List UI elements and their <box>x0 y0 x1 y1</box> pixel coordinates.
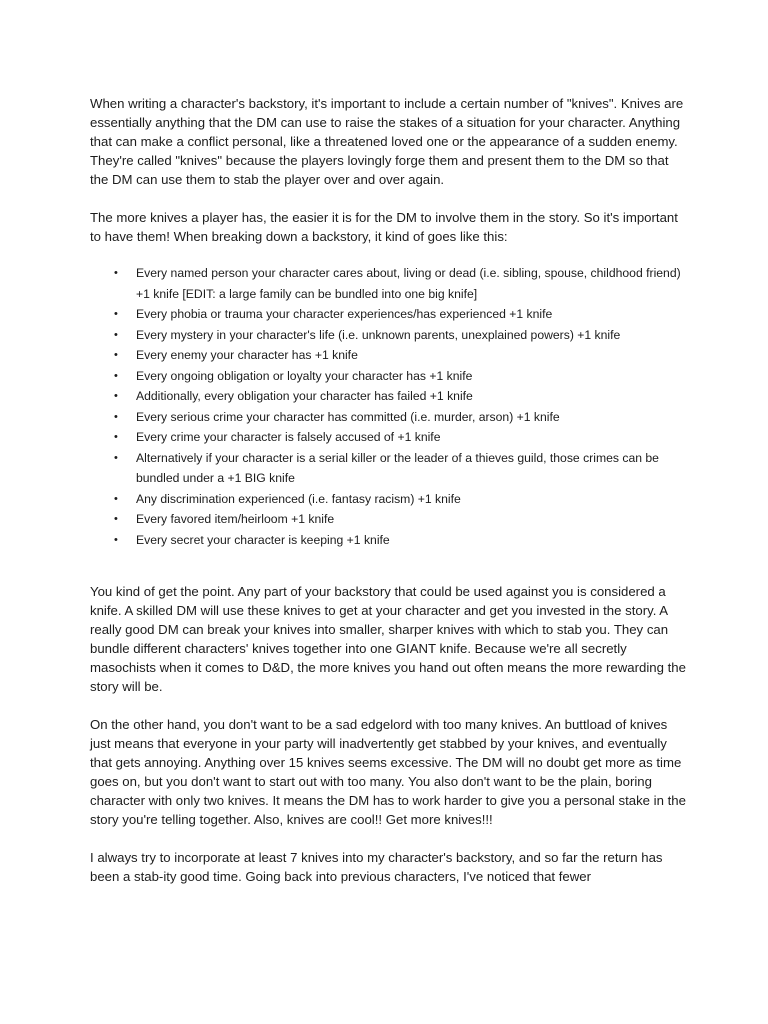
document-body <box>90 94 690 905</box>
bullet-icon: • <box>114 451 118 464</box>
knife-list-block <box>90 263 690 550</box>
bullet-icon: • <box>114 328 118 341</box>
list-item <box>90 407 690 428</box>
bullet-icon: • <box>114 308 118 320</box>
bullet-icon: • <box>114 390 118 402</box>
list-item <box>90 325 690 346</box>
list-item-text: Every serious crime your character has committed (i.e. murder, arson) +1 knife <box>136 409 560 424</box>
list-item <box>90 304 690 325</box>
bullet-icon: • <box>114 492 118 505</box>
bullet-icon: • <box>114 410 118 423</box>
intro-paragraph-2: The more knives a player has, the easier it is for the DM to involve them in the story. So it's important to have them! When breaking down a backstory, it kind of goes like this: <box>90 210 678 244</box>
body-paragraph-1: You kind of get the point. Any part of your backstory that could be used against you is considered a knife. A skilled DM will use these knives to get at your character and get you invested in the story. A really good DM can break your knives into smaller, sharper knives with which to stab you. They can bundle different characters' knives together into one GIANT knife. Because we're all secretly masochists when it comes to D&D, the more knives you hand out often means the more rewarding the story will be. <box>90 584 686 694</box>
list-item <box>90 345 690 366</box>
intro-paragraph-1: When writing a character's backstory, it's important to include a certain number of "knives". Knives are essentially anything that the DM can use to raise the stakes of a situation for your character. Anything that can make a conflict personal, like a threatened loved one or the appearance of a sudden enemy. They're called "knives" because the players lovingly forge them and present them to the DM so that the DM can use them to stab the player over and over again. <box>90 96 684 187</box>
list-item-text: Every crime your character is falsely accused of +1 knife <box>136 430 441 444</box>
list-item-text: Every favored item/heirloom +1 knife <box>136 512 335 526</box>
bullet-icon: • <box>114 431 118 443</box>
list-item <box>90 489 690 510</box>
list-item <box>90 427 690 448</box>
bullet-icon: • <box>114 267 118 279</box>
list-item-text: Additionally, every obligation your character has failed +1 knife <box>136 389 473 403</box>
list-item-text: Every ongoing obligation or loyalty your character has +1 knife <box>136 368 473 383</box>
body-paragraph-3: I always try to incorporate at least 7 knives into my character's backstory, and so far the return has been a stab-ity good time. Going back into previous characters, I've noticed that fewer <box>90 850 663 884</box>
list-item <box>90 366 690 387</box>
bullet-icon: • <box>114 513 118 525</box>
list-item-text: Every secret your character is keeping +1 knife <box>136 532 390 547</box>
list-item-text: Alternatively if your character is a serial killer or the leader of a thieves guild, those crimes can be bundled under a +1 BIG knife <box>136 450 659 485</box>
body-paragraph-2: On the other hand, you don't want to be a sad edgelord with too many knives. An buttload of knives just means that everyone in your party will inadvertently get stabbed by your knives, and eventually that gets annoying. Anything over 15 knives seems excessive. The DM will no doubt get more as time goes on, but you don't want to start out with too many. You also don't want to be the plain, boring character with only two knives. It means the DM has to work harder to give you a personal stake in the story you're telling together. Also, knives are cool!! Get more knives!!! <box>90 717 686 827</box>
bullet-icon: • <box>114 533 118 546</box>
list-item-text: Every phobia or trauma your character experiences/has experienced +1 knife <box>136 307 553 321</box>
list-item <box>90 509 690 530</box>
bullet-icon: • <box>114 369 118 382</box>
list-item-text: Every enemy your character has +1 knife <box>136 348 358 362</box>
bullet-icon: • <box>114 349 118 361</box>
list-item <box>90 530 690 551</box>
list-item <box>90 386 690 407</box>
list-item-text: Every mystery in your character's life (i.e. unknown parents, unexplained powers) +1 knife <box>136 327 621 342</box>
list-item-text: Any discrimination experienced (i.e. fantasy racism) +1 knife <box>136 491 461 506</box>
list-item <box>90 448 690 489</box>
list-item-text: Every named person your character cares about, living or dead (i.e. sibling, spouse, childhood friend) +1 knife [EDIT: a large family can be bundled into one big knife] <box>136 266 681 301</box>
knife-list <box>90 263 690 550</box>
list-item <box>90 263 690 304</box>
